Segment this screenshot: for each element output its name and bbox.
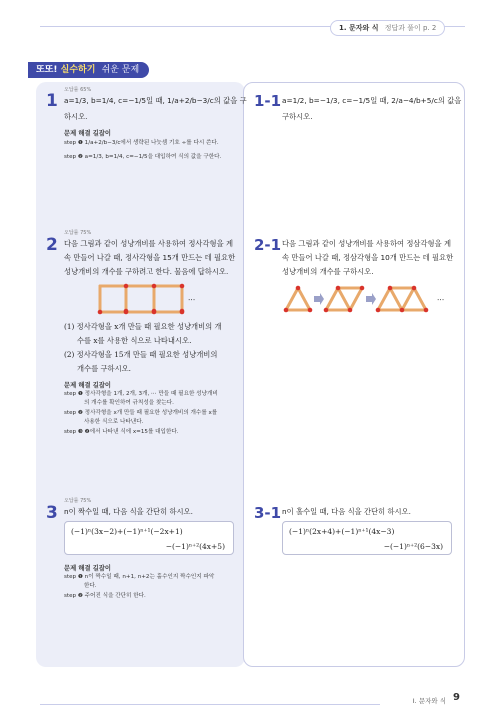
q2-1-question-line2: 속 만들어 나갈 때, 정삼각형을 10개 만드는 데 필요한 [282, 253, 454, 262]
square-stick-heads [98, 284, 185, 315]
q3-step1-line2: 한다. [84, 583, 97, 589]
q2-step3: step ❸ ❷에서 나타낸 식에 x=15를 대입한다. [64, 429, 179, 435]
right-arrow-icon [314, 293, 324, 305]
q3-1-number: 3-1 [254, 504, 282, 522]
q3-expression-line1: (−1)ⁿ(3x−2)+(−1)ⁿ⁺¹(−2x+1) [71, 527, 183, 536]
q1-solution-title: 문제 해결 길잡이 [64, 130, 111, 137]
q2-question-line1: 다음 그림과 같이 성냥개비를 사용하여 정사각형을 계 [64, 239, 233, 248]
q2-number: 2 [46, 235, 58, 255]
q2-question-line3: 성냥개비의 개수를 구하려고 한다. 물음에 답하시오. [64, 267, 229, 276]
q1-1-question-line2: 구하시오. [282, 112, 313, 121]
q2-figure-ellipsis: ⋯ [188, 295, 196, 304]
section-tag: 또또! [36, 65, 58, 75]
q3-1-expression-line2: −(−1)ⁿ⁺²(6−3x) [383, 542, 443, 551]
matchstick-triangles-figure [284, 284, 434, 314]
q2-step2-line1: step ❷ 정사각형을 x개 만들 때 필요한 성냥개비의 개수를 x를 [64, 410, 218, 416]
q3-expression-line2: −(−1)ⁿ⁺²(4x+5) [165, 542, 225, 551]
q2-sub1-line2: 수를 x를 사용한 식으로 나타내시오. [77, 336, 192, 345]
q3-step1-line1: step ❶ n이 짝수일 때, n+1, n+2는 홀수인지 짝수인지 파악 [64, 574, 215, 580]
q3-expression-box [64, 521, 234, 555]
right-arrow-icon [366, 293, 376, 305]
q3-1-expression-line1: (−1)ⁿ(2x+4)+(−1)ⁿ⁺¹(4x−3) [289, 527, 395, 536]
section-heading: 실수하기 [60, 65, 96, 75]
q2-sub2-line1: (2) 정사각형을 15개 만들 때 필요한 성냥개비의 [64, 350, 218, 359]
q3-error-rate: 오답률 75% [64, 498, 92, 504]
q2-sub2-line2: 개수를 구하시오. [77, 364, 131, 373]
q2-step2-line2: 사용한 식으로 나타낸다. [84, 419, 144, 425]
q1-step1: step ❶ 1/a+2/b−3/c에서 생략된 나눗셈 기호 ÷를 다시 쓴다. [64, 140, 219, 146]
q1-1-number: 1-1 [254, 92, 282, 110]
q3-question: n이 짝수일 때, 다음 식을 간단히 하시오. [64, 507, 193, 516]
right-panel [243, 82, 465, 667]
q2-solution-title: 문제 해결 길잡이 [64, 382, 111, 389]
footer-chapter: I. 문자와 식 [412, 697, 446, 705]
triangle-sticks [286, 288, 426, 310]
q3-solution-title: 문제 해결 길잡이 [64, 565, 111, 572]
q2-step1-line1: step ❶ 정사각형을 1개, 2개, 3개, ⋯ 만들 때 필요한 성냥개비 [64, 391, 218, 397]
q3-step2: step ❷ 주어진 식을 간단히 한다. [64, 593, 146, 599]
square-sticks [100, 286, 182, 312]
section-title [28, 62, 149, 78]
footer-rule [40, 704, 380, 705]
q3-1-expression-box [282, 521, 452, 555]
q1-error-rate: 오답률 65% [64, 87, 92, 93]
q2-sub1-line1: (1) 정사각형을 x개 만들 때 필요한 성냥개비의 개 [64, 322, 222, 331]
q2-error-rate: 오답률 75% [64, 230, 92, 236]
q2-1-question-line3: 성냥개비의 개수를 구하시오. [282, 267, 374, 276]
q1-number: 1 [46, 91, 58, 111]
q1-question-line1: a=1/3, b=1/4, c=−1/5일 때, 1/a+2/b−3/c의 값을 구 [64, 96, 247, 105]
section-subtitle: 쉬운 문제 [101, 65, 140, 75]
chapter-tab [330, 20, 445, 36]
matchstick-squares-figure [98, 284, 190, 314]
q2-1-number: 2-1 [254, 236, 282, 254]
q2-step1-line2: 의 개수를 확인하여 규칙성을 찾는다. [84, 400, 174, 406]
q1-question-line2: 하시오. [64, 112, 88, 121]
answers-reference: 정답과 풀이 p. 2 [384, 24, 437, 32]
q2-1-figure-ellipsis: ⋯ [437, 295, 445, 304]
q2-question-line2: 속 만들어 나갈 때, 정사각형을 15개 만드는 데 필요한 [64, 253, 236, 262]
page-number: 9 [453, 692, 460, 703]
q2-1-question-line1: 다음 그림과 같이 성냥개비를 사용하여 정삼각형을 계 [282, 239, 451, 248]
q3-1-question: n이 홀수일 때, 다음 식을 간단히 하시오. [282, 507, 411, 516]
q1-1-question-line1: a=1/2, b=−1/3, c=−1/5일 때, 2/a−4/b+5/c의 값을 [282, 96, 462, 105]
q3-number: 3 [46, 503, 58, 523]
chapter-title: 1. 문자와 식 [339, 24, 379, 32]
q1-step2: step ❷ a=1/3, b=1/4, c=−1/5을 대입하여 식의 값을 구한다. [64, 154, 222, 160]
